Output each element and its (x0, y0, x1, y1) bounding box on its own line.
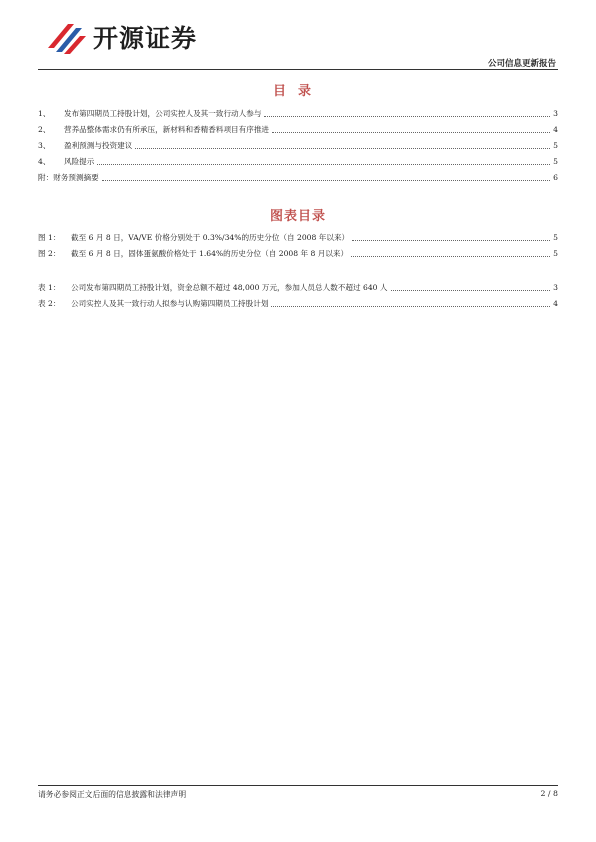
toc-entry[interactable] (38, 156, 558, 168)
toc-entry-page: 3 (553, 109, 558, 118)
toc-entry-number: 3、 (38, 141, 51, 150)
company-logo (46, 16, 197, 58)
toc-title: 目录 (272, 84, 323, 99)
figure-entry-number: 图 2： (38, 249, 61, 258)
toc-entry-number: 1、 (38, 109, 51, 118)
figure-list-title: 图表目录 (269, 209, 326, 224)
footer-disclaimer: 请务必参阅正文后面的信息披露和法律声明 (38, 790, 187, 799)
footer-divider (38, 785, 558, 786)
figure-entry-text: 截至 6 月 8 日，固体蛋氨酸价格处于 1.64%的历史分位（自 2008 年 8 月以来） (71, 249, 349, 258)
table-entry-number: 表 2： (38, 299, 61, 308)
dot-leader (351, 256, 550, 257)
table-entry-text: 公司实控人及其一致行动人拟参与认购第四期员工持股计划 (71, 299, 269, 308)
toc-entry-page: 6 (553, 173, 558, 182)
figure-entry-text: 截至 6 月 8 日，VA/VE 价格分别处于 0.3%/34%的历史分位（自 2008 年以来） (71, 233, 350, 242)
dot-leader (97, 164, 550, 165)
figure-entry-number: 图 1： (38, 233, 61, 242)
toc-entry-page: 4 (553, 125, 558, 134)
toc-entry-number: 2、 (38, 125, 51, 134)
report-type-label: 公司信息更新报告 (487, 59, 556, 69)
toc-entry-page: 5 (553, 141, 558, 150)
toc-entry-text: 发布第四期员工持股计划，公司实控人及其一致行动人参与 (64, 109, 262, 118)
table-entry[interactable] (38, 298, 558, 310)
page-indicator: 2 / 8 (540, 789, 558, 798)
logo-mark-icon (46, 18, 88, 56)
figure-entry-page: 5 (553, 249, 558, 258)
toc-entry-text: 风险提示 (64, 157, 95, 166)
dot-leader (272, 132, 550, 133)
toc-entry-page: 5 (553, 157, 558, 166)
toc-entry-appendix[interactable] (38, 172, 558, 184)
dot-leader (271, 306, 550, 307)
toc-entry[interactable] (38, 124, 558, 136)
toc-entry-text: 营养品整体需求仍有所承压，新材料和香精香料项目有序推进 (64, 125, 270, 134)
table-entry-text: 公司发布第四期员工持股计划，资金总额不超过 48,000 万元，参加人员总人数不超过 640 人 (71, 283, 388, 292)
figure-entry-page: 5 (553, 233, 558, 242)
header-divider (38, 69, 558, 70)
dot-leader (135, 148, 550, 149)
toc-entry-number: 4、 (38, 157, 51, 166)
toc-entry[interactable] (38, 108, 558, 120)
figure-entry[interactable] (38, 248, 558, 260)
table-entry-page: 3 (553, 283, 558, 292)
table-entry-number: 表 1： (38, 283, 61, 292)
table-entry[interactable] (38, 282, 558, 294)
figure-entry[interactable] (38, 232, 558, 244)
table-entry-page: 4 (553, 299, 558, 308)
toc-entry-text: 盈利预测与投资建议 (64, 141, 133, 150)
toc-entry-text: 附：财务预测摘要 (38, 173, 99, 182)
logo-text: 开源证券 (93, 24, 198, 53)
dot-leader (102, 180, 550, 181)
dot-leader (352, 240, 550, 241)
dot-leader (391, 290, 551, 291)
dot-leader (264, 116, 550, 117)
toc-entry[interactable] (38, 140, 558, 152)
